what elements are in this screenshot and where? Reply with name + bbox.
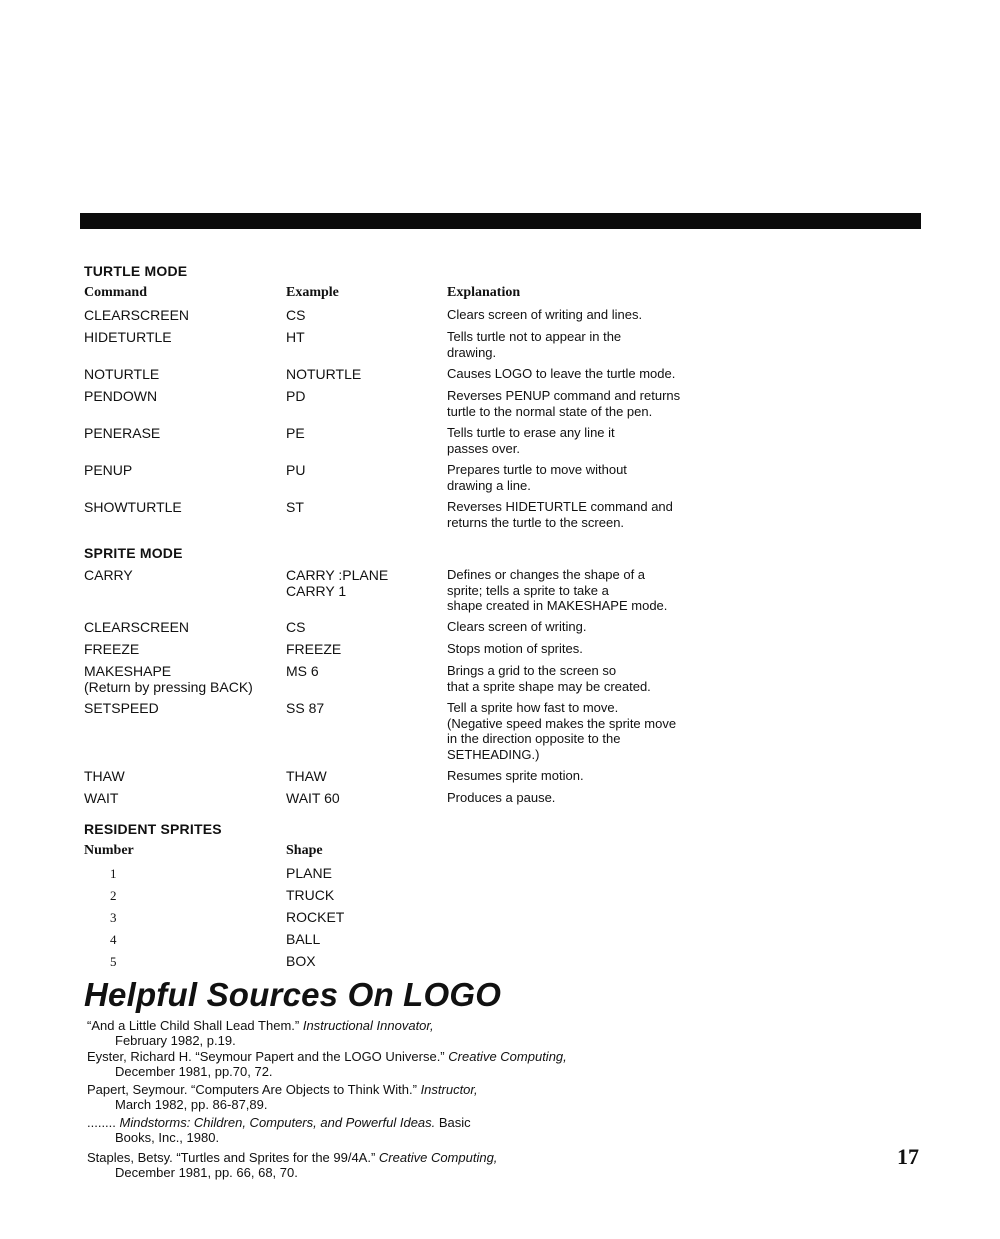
sprite-command: FREEZE [84, 641, 140, 657]
reference-details: December 1981, pp.70, 72. [115, 1063, 273, 1079]
reference-lead: Staples, Betsy. “Turtles and Sprites for the 99/4A.” [87, 1150, 379, 1165]
turtle-example: HT [286, 329, 305, 345]
sprite-command: MAKESHAPE (Return by pressing BACK) [84, 663, 253, 695]
reference-entry [87, 1151, 607, 1180]
sprite-number: 5 [110, 954, 117, 969]
turtle-explanation: Reverses PENUP command and returns turtle to the normal state of the pen. [447, 388, 681, 419]
turtle-command: SHOWTURTLE [84, 499, 182, 515]
turtle-example: PU [286, 462, 306, 478]
sprite-number: 3 [110, 910, 117, 925]
sprite-number: 4 [110, 932, 117, 947]
turtle-explanation: Tells turtle to erase any line it passes over. [447, 425, 615, 456]
reference-work: Creative Computing, [378, 1150, 498, 1165]
sources-title: Helpful Sources On LOGO [84, 976, 502, 1013]
sprite-explanation: Tell a sprite how fast to move. (Negative speed makes the sprite move in the direction opposite to the SETHEADING.) [447, 700, 677, 762]
sprite-explanation: Stops motion of sprites. [447, 641, 583, 656]
reference-details: December 1981, pp. 66, 68, 70. [115, 1164, 298, 1180]
sprite-shape: BOX [286, 953, 316, 969]
reference-lead: ........ [87, 1115, 120, 1130]
sprite-example: WAIT 60 [286, 790, 340, 806]
sprite-command: CARRY [84, 567, 133, 583]
sprite-command: SETSPEED [84, 700, 159, 716]
reference-details: March 1982, pp. 86-87,89. [115, 1096, 268, 1112]
reference-work: Instructor, [420, 1082, 478, 1097]
sprite-example: SS 87 [286, 700, 325, 716]
header-rule [80, 213, 921, 229]
sprite-command: CLEARSCREEN [84, 619, 190, 635]
turtle-example: ST [286, 499, 304, 515]
turtle-example: PD [286, 388, 306, 404]
sprite-number: 2 [110, 888, 117, 903]
turtle-command: NOTURTLE [84, 366, 160, 382]
reference-lead: Papert, Seymour. “Computers Are Objects to Think With.” [87, 1082, 421, 1097]
sprite-example: THAW [286, 768, 327, 784]
sprite-example: CS [286, 619, 306, 635]
sprite-explanation: Resumes sprite motion. [447, 768, 584, 783]
reference-entry [87, 1083, 607, 1112]
reference-details: February 1982, p.19. [115, 1032, 236, 1048]
sprite-command: THAW [84, 768, 125, 784]
sprite-shape: BALL [286, 931, 321, 947]
example-column-header: Example [286, 285, 339, 300]
sprite-number: 1 [110, 866, 117, 881]
turtle-explanation: Clears screen of writing and lines. [447, 307, 643, 322]
reference-work: Creative Computing, [448, 1049, 567, 1064]
sprite-shape: TRUCK [286, 887, 335, 903]
reference-entry [87, 1019, 607, 1048]
reference-lead: Eyster, Richard H. “Seymour Papert and the LOGO Universe.” [87, 1049, 449, 1064]
reference-entry [87, 1050, 607, 1079]
sprite-explanation: Clears screen of writing. [447, 619, 587, 634]
turtle-example: PE [286, 425, 305, 441]
explanation-column-header: Explanation [447, 285, 521, 300]
turtle-example: CS [286, 307, 306, 323]
sprite-shape: ROCKET [286, 909, 345, 925]
turtle-command: PENUP [84, 462, 133, 478]
reference-work: Instructional Innovator, [302, 1018, 434, 1033]
turtle-command: PENDOWN [84, 388, 158, 404]
command-column-header: Command [84, 285, 148, 300]
sprite-example: CARRY :PLANE CARRY 1 [286, 567, 389, 599]
sprite-example: FREEZE [286, 641, 342, 657]
reference-lead-continued: Basic [435, 1115, 471, 1130]
sprite-command: WAIT [84, 790, 119, 806]
number-column-header: Number [84, 843, 134, 858]
turtle-mode-heading: TURTLE MODE [84, 263, 188, 279]
reference-details: Books, Inc., 1980. [115, 1129, 220, 1145]
turtle-example: NOTURTLE [286, 366, 362, 382]
page-number: 17 [897, 1144, 919, 1169]
sprite-explanation: Produces a pause. [447, 790, 556, 805]
turtle-explanation: Reverses HIDETURTLE command and returns the turtle to the screen. [447, 499, 673, 530]
turtle-explanation: Tells turtle not to appear in the drawing. [447, 329, 622, 360]
sprite-example: MS 6 [286, 663, 319, 679]
turtle-command: CLEARSCREEN [84, 307, 190, 323]
reference-entry [87, 1116, 607, 1145]
reference-work: Mindstorms: Children, Computers, and Powerful Ideas. [119, 1115, 436, 1130]
resident-sprites-heading: RESIDENT SPRITES [84, 821, 222, 837]
reference-lead: “And a Little Child Shall Lead Them.” [87, 1018, 303, 1033]
turtle-command: HIDETURTLE [84, 329, 172, 345]
sprite-shape: PLANE [286, 865, 332, 881]
turtle-explanation: Causes LOGO to leave the turtle mode. [447, 366, 676, 381]
sprite-explanation: Brings a grid to the screen so that a sprite shape may be created. [447, 663, 651, 694]
sprite-mode-heading: SPRITE MODE [84, 545, 183, 561]
turtle-explanation: Prepares turtle to move without drawing a line. [447, 462, 627, 493]
turtle-command: PENERASE [84, 425, 161, 441]
sprite-explanation: Defines or changes the shape of a sprite; tells a sprite to take a shape created in MAKESHAPE mode. [447, 567, 668, 613]
shape-column-header: Shape [286, 843, 323, 858]
